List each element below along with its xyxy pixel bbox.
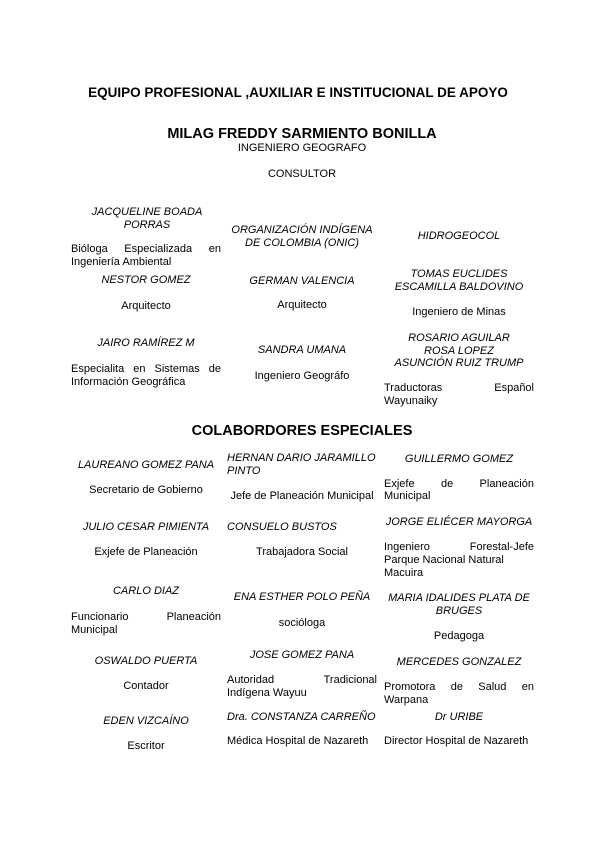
team-member-role: Ingeniería Ambiental [71, 256, 172, 268]
team-member-name: TOMAS EUCLIDES ESCAMILLA BALDOVINO [394, 268, 524, 293]
collaborator-name: ENA ESTHER POLO PEÑA [233, 591, 371, 603]
team-member-role: Bióloga Especializada en [71, 243, 221, 255]
collaborator-role: Pedagoga [433, 630, 485, 642]
team-member-role: Wayunaiky [384, 395, 438, 407]
collaborator-role: Trabajadora Social [256, 546, 348, 558]
collaborator-role: Promotora de Salud en [384, 681, 534, 693]
collaborator-role: Municipal [71, 624, 118, 636]
collaborator-role: Escritor [127, 740, 165, 752]
collaborator-role: Médica Hospital de Nazareth [227, 735, 369, 747]
team-member-name: GERMAN VALENCIA [249, 275, 355, 287]
team-member-role: Arquitecto [277, 299, 327, 311]
collaborator-name: CARLO DIAZ [112, 585, 179, 597]
collaborator-name: MERCEDES GONZALEZ [396, 656, 522, 668]
team-member-name: ROSARIO AGUILAR [408, 332, 510, 344]
collaborator-name: OSWALDO PUERTA [94, 655, 198, 667]
collaborator-role: Funcionario Planeación [71, 611, 221, 623]
team-member-name: ROSA LOPEZ [424, 345, 494, 357]
collaborator-name: JULIO CESAR PIMIENTA [82, 521, 210, 533]
collaborator-name: JOSE GOMEZ PANA [249, 649, 355, 661]
collaborator-name: JORGE ELIÉCER MAYORGA [385, 516, 533, 528]
collaborator-role: Ingeniero Forestal-Jefe Parque Nacional Natural [384, 541, 534, 566]
collaborator-name: GUILLERMO GOMEZ [404, 453, 514, 465]
team-member-role: Traductoras Español [384, 382, 534, 394]
collaborator-role: Autoridad Tradicional [227, 674, 377, 686]
collaborator-role: Jefe de Planeación Municipal [230, 490, 374, 502]
collaborator-role: Contador [123, 680, 169, 692]
collaborators-title: COLABORDORES ESPECIALES [191, 423, 413, 439]
collaborator-name: CONSUELO BUSTOS [227, 521, 337, 533]
team-member-name: HIDROGEOCOL [417, 230, 501, 242]
team-member-role: Ingeniero Geográfo [254, 370, 350, 382]
collaborator-role: socióloga [278, 617, 326, 629]
collaborator-name: Dra. CONSTANZA CARREÑO [227, 711, 376, 723]
lead-name: MILAG FREDDY SARMIENTO BONILLA [167, 126, 437, 142]
collaborator-role: Secretario de Gobierno [89, 484, 203, 496]
collaborator-role: Exjefe de Planeación [94, 546, 198, 558]
collaborator-role: Indígena Wayuu [227, 687, 307, 699]
collaborator-name: EDEN VIZCAÍNO [103, 715, 189, 727]
lead-role: CONSULTOR [267, 168, 337, 180]
team-member-role: Especialita en Sistemas de [71, 363, 221, 375]
team-member-role: Ingeniero de Minas [412, 306, 506, 318]
team-member-name: NESTOR GOMEZ [101, 274, 191, 286]
collaborator-name: Dr URIBE [434, 711, 484, 723]
team-member-name: JAIRO RAMÍREZ M [97, 337, 195, 349]
team-member-role: Arquitecto [121, 300, 171, 312]
team-member-name: ORGANIZACIÓN INDÍGENA DE COLOMBIA (ONIC) [231, 224, 373, 249]
collaborator-role: Warpana [384, 694, 429, 706]
collaborator-name: HERNAN DARIO JARAMILLO PINTO [227, 452, 376, 477]
collaborator-role: Director Hospital de Nazareth [384, 735, 529, 747]
team-member-role: Información Geográfica [71, 376, 186, 388]
document-title: EQUIPO PROFESIONAL ,AUXILIAR E INSTITUCIONAL DE APOYO [88, 85, 508, 100]
team-member-name: ASUNCIÓN RUIZ TRUMP [394, 357, 524, 369]
team-member-name: SANDRA UMANA [257, 344, 347, 356]
collaborator-role: Exjefe de Planeación [384, 478, 534, 490]
team-member-name: JACQUELINE BOADA PORRAS [91, 206, 203, 231]
collaborator-role: Municipal [384, 490, 431, 502]
collaborator-role: Macuira [384, 567, 424, 579]
collaborator-name: LAUREANO GOMEZ PANA [77, 459, 215, 471]
collaborator-name: MARIA IDALIDES PLATA DE BRUGES [388, 592, 530, 617]
lead-profession: INGENIERO GEOGRAFO [237, 142, 367, 154]
